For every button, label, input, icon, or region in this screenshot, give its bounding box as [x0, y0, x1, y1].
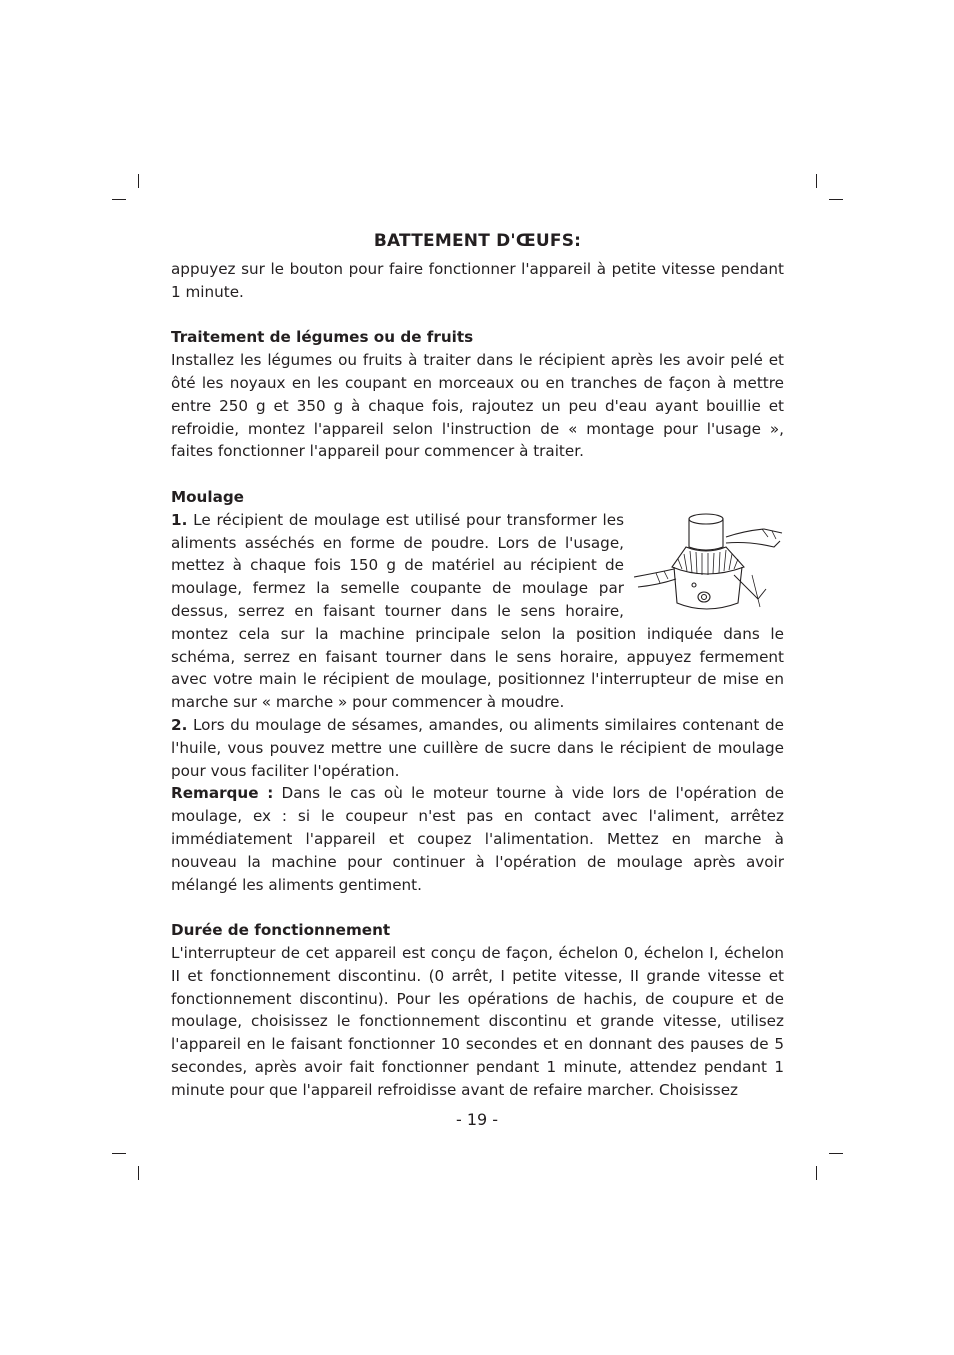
- crop-mark: [138, 1166, 139, 1180]
- page-number: - 19 -: [455, 1110, 499, 1129]
- crop-mark: [829, 1153, 843, 1154]
- crop-mark: [138, 174, 139, 188]
- section-heading-moulage: Moulage: [171, 487, 244, 506]
- crop-mark: [829, 199, 843, 200]
- grinder-illustration: [634, 507, 784, 617]
- remark-label: Remarque :: [171, 784, 274, 803]
- crop-mark: [112, 1153, 126, 1154]
- moulage-remark: Remarque : Dans le cas où le moteur tourne à vide lors de l'opération de moulage, ex : si le coupeur n'est pas en contact avec l'aliment, arrêtez immédiatement l'appareil et coupez l'alimentation. Mettez en marche à nouveau la machine pour continuer à l'opération de moulage après avoir mélangé les aliments gentiment.: [171, 784, 785, 894]
- page-title: BATTEMENT D'ŒUFS:: [373, 231, 582, 251]
- duree-paragraph: L'interrupteur de cet appareil est conçu de façon, échelon 0, échelon I, échelon II et fonctionnement discontinu. (0 arrêt, I petite vitesse, II grande vitesse et fonctionnement discontinu). Pour les opérations de hachis, de coupure et de moulage, choisissez le fonctionnement discontinu et grande vitesse, utilisez l'appareil en le faisant fonctionner 10 secondes et en donnant des pauses de 5 secondes, après avoir fait fonctionner pendant 1 minute, attendez pendant 1 minute pour que l'appareil refroidisse avant de refaire marcher. Choisissez: [171, 943, 784, 1099]
- crop-mark: [816, 1166, 817, 1180]
- section-heading-duree: Durée de fonctionnement: [171, 921, 391, 940]
- intro-paragraph: appuyez sur le bouton pour faire fonctionner l'appareil à petite vitesse pendant 1 minute.: [171, 260, 784, 301]
- section-heading-legumes: Traitement de légumes ou de fruits: [171, 328, 474, 347]
- moulage-item-1: 1. Le récipient de moulage est utilisé pour transformer les aliments asséchés en forme de poudre. Lors de l'usage, mettez à chaque fois 150 g de matériel au récipient de moulage, fermez la semelle coupante de moulage par dessus, serrez en faisant tourner dans le sens horaire, montez cela sur la machine principale selon la position indiquée dans le schéma, serrez en faisant tourner dans le sens horaire, appuyez fermement avec votre main le récipient de moulage, positionnez l'interrupteur de mise en marche sur « marche » pour commencer à moudre.: [171, 510, 784, 712]
- item-number: 1.: [171, 510, 188, 529]
- crop-mark: [112, 199, 126, 200]
- item-number: 2.: [171, 715, 188, 734]
- page-content: [171, 228, 784, 1101]
- moulage-item-2: 2. Lors du moulage de sésames, amandes, ou aliments similaires contenant de l'huile, vous pouvez mettre une cuillère de sucre dans le récipient de moulage pour vous faciliter l'opération.: [171, 715, 784, 780]
- crop-mark: [816, 174, 817, 188]
- legumes-paragraph: Installez les légumes ou fruits à traiter dans le récipient après les avoir pelé et ôté les noyaux en les coupant en morceaux ou en tranches de façon à mettre entre 250 g et 350 g à chaque fois, rajoutez un peu d'eau ayant bouillie et refroidie, montez l'appareil selon l'instruction de « montage pour l'usage », faites fonctionner l'appareil pour commencer à traiter.: [171, 351, 784, 461]
